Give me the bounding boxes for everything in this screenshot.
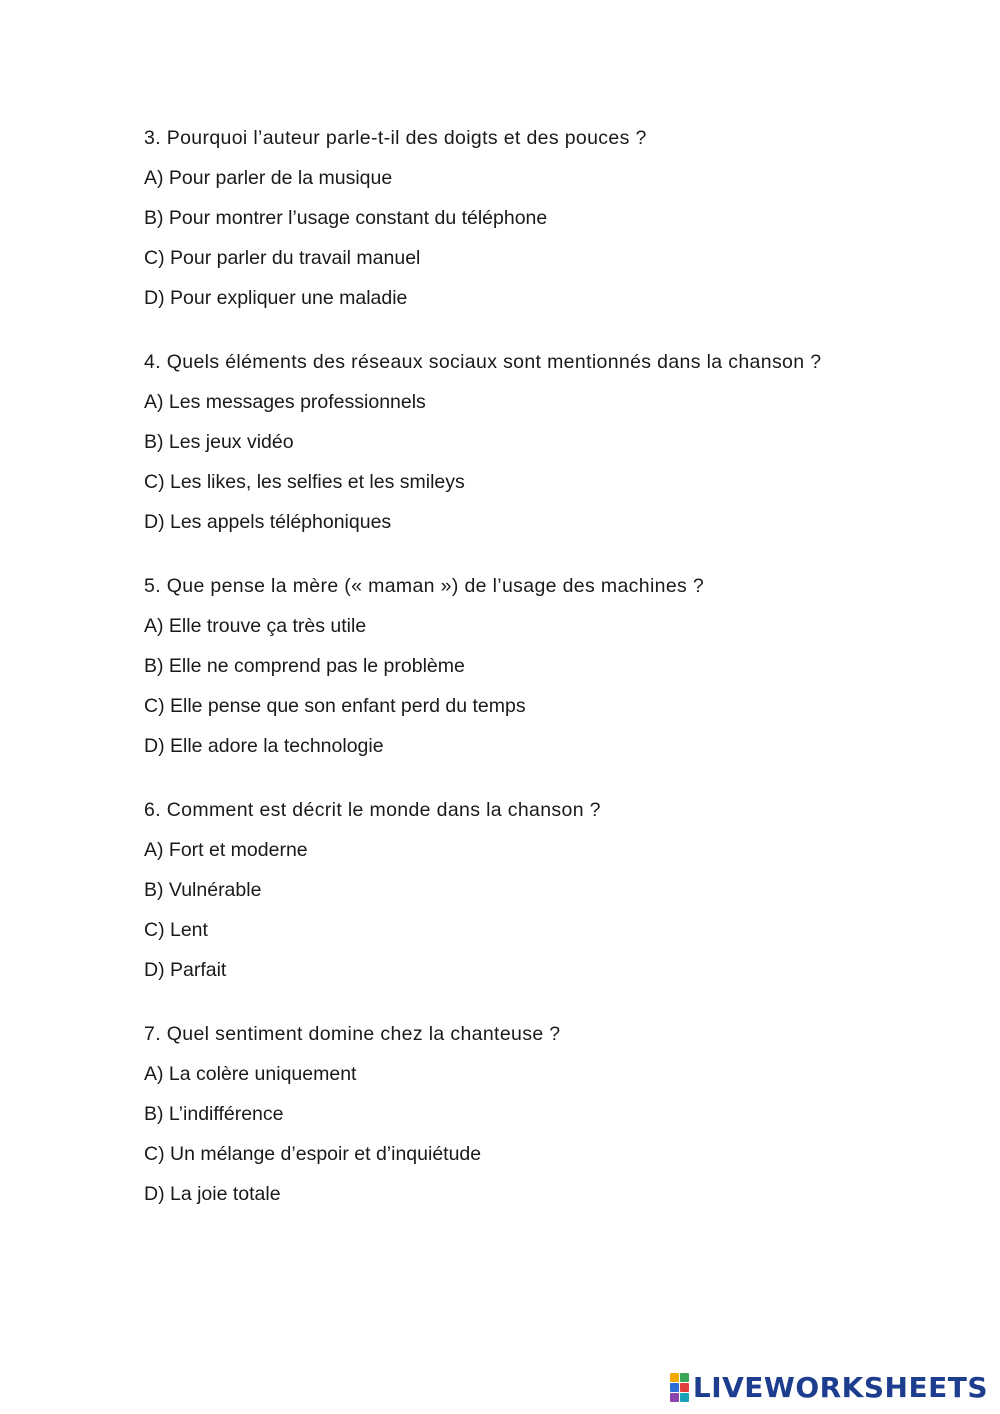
logo-square-4	[680, 1383, 689, 1392]
option-6d: D) Parfait	[144, 959, 227, 981]
option-7c: C) Un mélange d’espoir et d’inquiétude	[144, 1143, 482, 1165]
option-3a: A) Pour parler de la musique	[144, 167, 393, 189]
question-block-6	[144, 790, 944, 990]
option-5d: D) Elle adore la technologie	[144, 735, 384, 757]
logo-square-1	[670, 1373, 679, 1382]
option-6b: B) Vulnérable	[144, 879, 262, 901]
question-4: 4. Quels éléments des réseaux sociaux sont mentionnés dans la chanson ?	[144, 351, 822, 373]
question-3: 3. Pourquoi l’auteur parle-t-il des doigts et des pouces ?	[144, 127, 647, 149]
question-7: 7. Quel sentiment domine chez la chanteuse ?	[144, 1023, 561, 1045]
logo-square-2	[680, 1373, 689, 1382]
worksheet	[144, 118, 944, 1214]
question-block-7	[144, 1014, 944, 1214]
logo-square-6	[680, 1393, 689, 1402]
logo-square-3	[670, 1383, 679, 1392]
option-3d: D) Pour expliquer une maladie	[144, 287, 408, 309]
question-6: 6. Comment est décrit le monde dans la chanson ?	[144, 799, 601, 821]
option-4a: A) Les messages professionnels	[144, 391, 426, 413]
option-5a: A) Elle trouve ça très utile	[144, 615, 367, 637]
question-block-3	[144, 118, 944, 318]
logo-square-5	[670, 1393, 679, 1402]
option-6c: C) Lent	[144, 919, 208, 941]
option-4b: B) Les jeux vidéo	[144, 431, 294, 453]
question-5: 5. Que pense la mère (« maman ») de l’usage des machines ?	[144, 575, 705, 597]
option-4c: C) Les likes, les selfies et les smileys	[144, 471, 465, 493]
option-5c: C) Elle pense que son enfant perd du temps	[144, 695, 526, 717]
liveworksheets-brand	[670, 1370, 988, 1404]
option-7a: A) La colère uniquement	[144, 1063, 357, 1085]
option-5b: B) Elle ne comprend pas le problème	[144, 655, 465, 677]
option-7b: B) L’indifférence	[144, 1103, 284, 1125]
option-7d: D) La joie totale	[144, 1183, 281, 1205]
question-block-5	[144, 566, 944, 766]
option-4d: D) Les appels téléphoniques	[144, 511, 392, 533]
option-6a: A) Fort et moderne	[144, 839, 308, 861]
option-3b: B) Pour montrer l’usage constant du téléphone	[144, 207, 548, 229]
question-block-4	[144, 342, 944, 542]
liveworksheets-wordmark: LIVEWORKSHEETS	[692, 1370, 988, 1404]
option-3c: C) Pour parler du travail manuel	[144, 247, 421, 269]
liveworksheets-logo-icon	[670, 1373, 689, 1402]
